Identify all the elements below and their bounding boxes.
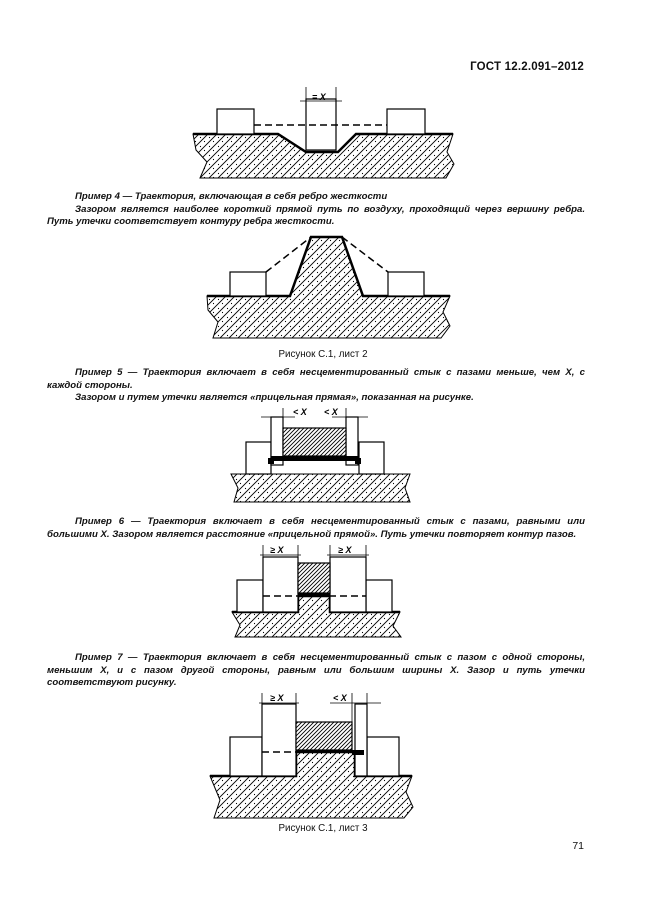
example-6-block — [47, 516, 585, 541]
dim-label-fig7-left: ≥ X — [270, 693, 284, 703]
figure-caption-sheet-3: Рисунок С.1, лист 3 — [278, 823, 368, 834]
example-4-text: Зазором является наиболее короткий прямой путь по воздуху, проходящий через вершину ребра. Путь утечки соответствует контуру ребра жесткости. — [47, 203, 585, 228]
dim-label-fig6-right: ≥ X — [338, 545, 352, 555]
page-number: 71 — [572, 840, 584, 852]
figure-rib — [207, 237, 450, 338]
example-7-text: Пример 7 — Траектория включает в себя несцементированный стык с пазом с одной стороны, меньшим X, и с пазом другой стороны, равным или большим ширины X. Зазор и путь утечки соответствуют рисунку. — [47, 652, 585, 689]
dim-label-fig6-left: ≥ X — [270, 545, 284, 555]
dim-label-fig5-left: < X — [293, 407, 307, 417]
standard-header: ГОСТ 12.2.091–2012 — [470, 61, 584, 73]
figure-caption-sheet-2: Рисунок С.1, лист 2 — [278, 349, 368, 360]
example-4-block — [47, 191, 585, 229]
example-5-block — [47, 367, 585, 405]
example-4-title: Пример 4 — Траектория, включающая в себя ребро жесткости — [75, 191, 388, 202]
example-5-title: Пример 5 — Траектория включает в себя несцементированный стык с пазами меньше, чем X, с каждой стороны. — [47, 367, 585, 391]
figure-example-6 — [232, 545, 401, 637]
figure-example-7 — [210, 693, 413, 818]
dim-label-fig7-right: < X — [333, 693, 347, 703]
figure-example-5 — [231, 407, 410, 502]
figure-top-groove — [193, 87, 454, 178]
example-5-text: Зазором и путем утечки является «прицельная прямая», показанная на рисунке. — [75, 392, 474, 404]
example-7-block — [47, 652, 585, 690]
example-6-text: Пример 6 — Траектория включает в себя несцементированный стык с пазами, равными или большими X. Зазором является расстояние «прицельной прямой». Путь утечки повторяет контур пазов. — [47, 516, 585, 540]
dim-label-equal-x: = X — [312, 92, 326, 102]
dim-label-fig5-right: < X — [324, 407, 338, 417]
